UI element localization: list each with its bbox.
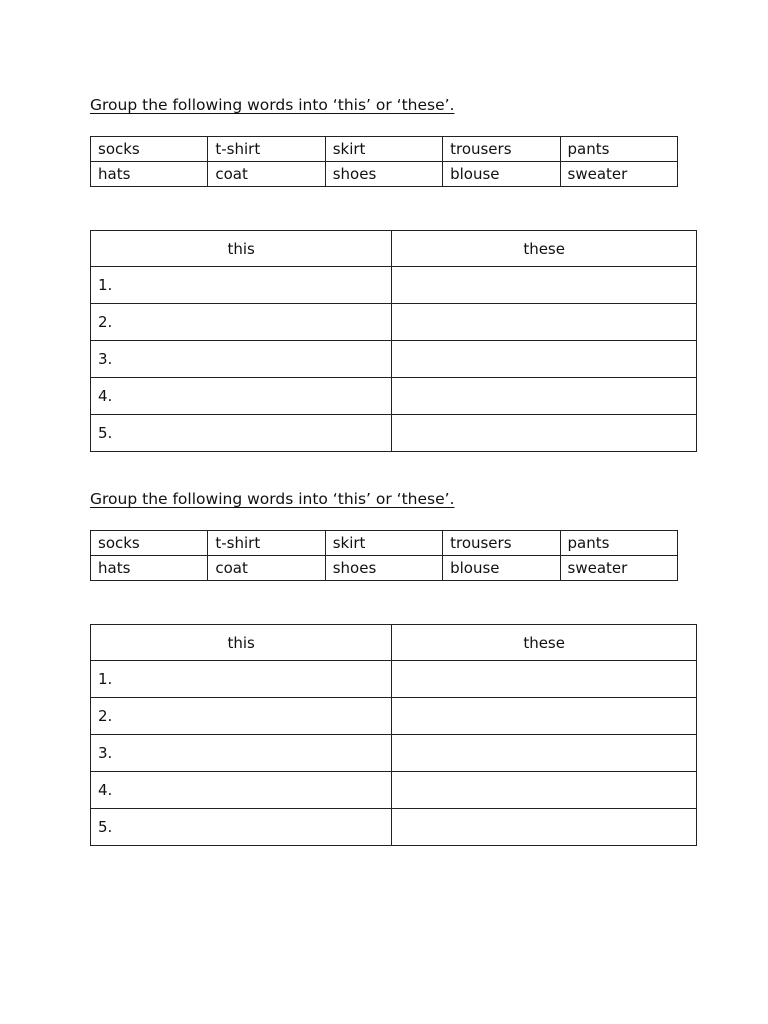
word-cell: skirt <box>325 531 442 556</box>
row-number-cell[interactable]: 3. <box>91 735 392 772</box>
word-bank-row <box>91 162 678 187</box>
header-this: this <box>91 625 392 661</box>
table-row <box>91 304 697 341</box>
row-number-cell[interactable]: 3. <box>91 341 392 378</box>
word-cell: trousers <box>443 531 560 556</box>
table-row <box>91 772 697 809</box>
word-bank-table <box>90 136 678 187</box>
word-cell: socks <box>91 531 208 556</box>
row-number-cell[interactable]: 4. <box>91 772 392 809</box>
header-these: these <box>392 625 697 661</box>
word-cell: shoes <box>325 162 442 187</box>
row-number-cell[interactable]: 2. <box>91 304 392 341</box>
table-row <box>91 809 697 846</box>
worksheet-section-1 <box>0 0 768 442</box>
word-cell: blouse <box>443 556 560 581</box>
word-bank-row <box>91 137 678 162</box>
answer-cell-these[interactable] <box>392 735 697 772</box>
table-row <box>91 267 697 304</box>
table-row <box>91 661 697 698</box>
word-cell: skirt <box>325 137 442 162</box>
word-cell: coat <box>208 556 325 581</box>
row-number-cell[interactable]: 1. <box>91 661 392 698</box>
worksheet-section-2 <box>0 394 768 836</box>
word-bank-table <box>90 530 678 581</box>
word-cell: t-shirt <box>208 531 325 556</box>
answer-cell-these[interactable] <box>392 267 697 304</box>
word-cell: coat <box>208 162 325 187</box>
answer-cell-these[interactable] <box>392 341 697 378</box>
word-bank-row <box>91 556 678 581</box>
answer-cell-these[interactable] <box>392 661 697 698</box>
answer-cell-these[interactable] <box>392 698 697 735</box>
row-number-cell[interactable]: 2. <box>91 698 392 735</box>
answer-table-header <box>91 231 697 267</box>
word-cell: sweater <box>560 162 677 187</box>
word-cell: trousers <box>443 137 560 162</box>
word-cell: hats <box>91 556 208 581</box>
word-cell: pants <box>560 531 677 556</box>
answer-table <box>90 624 697 846</box>
row-number-cell[interactable]: 1. <box>91 267 392 304</box>
answer-cell-these[interactable] <box>392 809 697 846</box>
header-these: these <box>392 231 697 267</box>
table-row <box>91 698 697 735</box>
answer-table-header <box>91 625 697 661</box>
table-row <box>91 341 697 378</box>
header-this: this <box>91 231 392 267</box>
answer-cell-these[interactable] <box>392 772 697 809</box>
row-number-cell[interactable]: 5. <box>91 415 392 452</box>
table-row <box>91 735 697 772</box>
word-cell: shoes <box>325 556 442 581</box>
word-cell: blouse <box>443 162 560 187</box>
row-number-cell[interactable]: 4. <box>91 378 392 415</box>
word-cell: socks <box>91 137 208 162</box>
word-cell: pants <box>560 137 677 162</box>
word-cell: t-shirt <box>208 137 325 162</box>
instruction-text: Group the following words into ‘this’ or ‘these’. <box>90 96 455 114</box>
word-cell: sweater <box>560 556 677 581</box>
word-bank-row <box>91 531 678 556</box>
word-cell: hats <box>91 162 208 187</box>
row-number-cell[interactable]: 5. <box>91 809 392 846</box>
instruction-text: Group the following words into ‘this’ or ‘these’. <box>90 490 455 508</box>
answer-cell-these[interactable] <box>392 304 697 341</box>
